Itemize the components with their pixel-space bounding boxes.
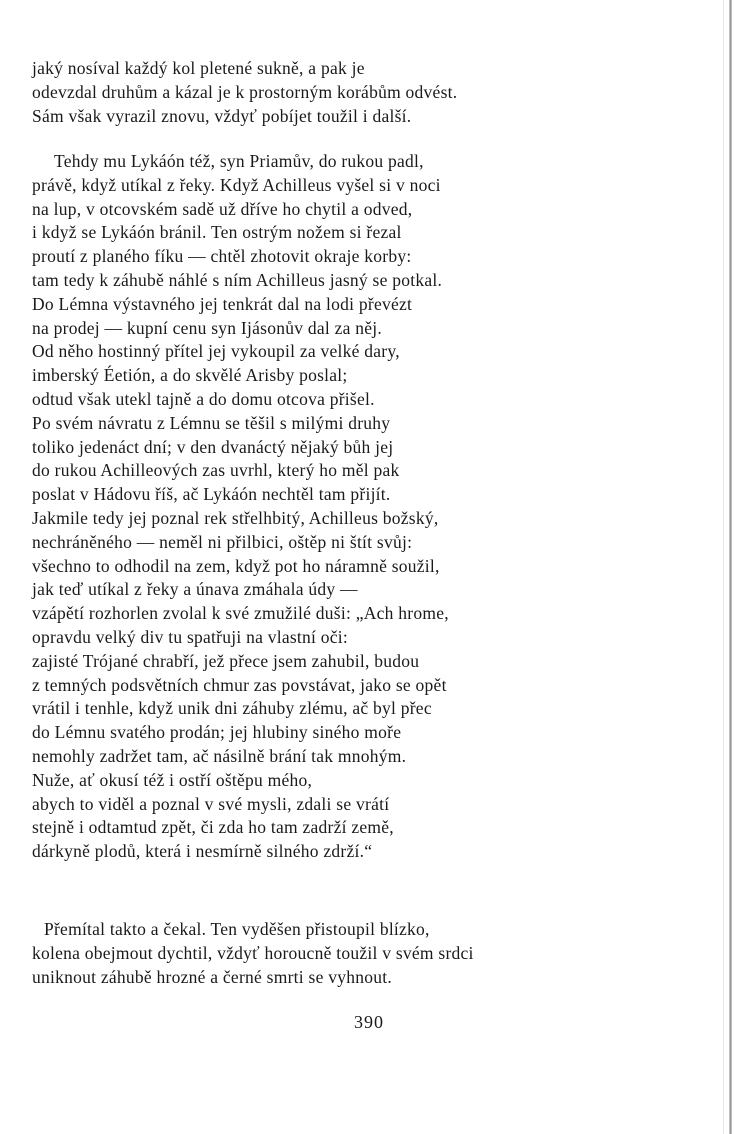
- text-line: do Lémnu svatého prodán; jej hlubiny siného moře: [32, 722, 402, 743]
- text-line: uniknout záhubě hrozné a černé smrti se vyhnout.: [32, 966, 392, 987]
- text-line: vzápětí rozhorlen zvolal k své zmužilé duši: „Ach hrome,: [32, 603, 449, 624]
- text-line: proutí z planého fíku — chtěl zhotovit okraje korby:: [32, 246, 412, 267]
- text-line: Po svém návratu z Lémnu se těšil s milými druhy: [32, 412, 391, 433]
- text-line: Do Lémna výstavného jej tenkrát dal na lodi převézt: [32, 293, 413, 314]
- text-line: odevzdal druhům a kázal je k prostorným korábům odvést.: [32, 81, 458, 102]
- text-line: všechno to odhodil na zem, když pot ho náramně soužil,: [32, 555, 440, 576]
- text-line: abych to viděl a poznal v své mysli, zdali se vrátí: [32, 793, 390, 814]
- text-line: nechráněného — neměl ni přilbici, oštěp ni štít svůj:: [32, 531, 413, 552]
- text-line: dárkyně plodů, která i nesmírně silného zdrží.“: [32, 841, 373, 862]
- text-line: právě, když utíkal z řeky. Když Achilleus vyšel si v noci: [32, 174, 441, 195]
- page-edge: [729, 0, 732, 1134]
- text-line: poslat v Hádovu říš, ač Lykáón nechtěl tam přijít.: [32, 484, 391, 505]
- text-line: opravdu velký div tu spatřuji na vlastní oči:: [32, 626, 348, 647]
- text-line: Sám však vyrazil znovu, vždyť pobíjet toužil i další.: [32, 105, 412, 126]
- text-line: do rukou Achilleových zas uvrhl, který ho měl pak: [32, 460, 400, 481]
- text-line: stejně i odtamtud zpět, či zda ho tam zadrží země,: [32, 817, 394, 838]
- text-line: i když se Lykáón bránil. Ten ostrým nožem si řezal: [32, 222, 402, 243]
- text-line: Jakmile tedy jej poznal rek střelhbitý, Achilleus božský,: [32, 507, 439, 528]
- text-line: Přemítal takto a čekal. Ten vyděšen přistoupil blízko,: [44, 919, 430, 939]
- paragraph-2: [32, 150, 692, 864]
- text-line: na prodej — kupní cenu syn Ijásonův dal za něj.: [32, 317, 382, 338]
- paragraph-1: [32, 57, 692, 128]
- text-line: nemohly zadržet tam, ač násilně brání tak mnohým.: [32, 745, 407, 766]
- paragraph-3: [32, 918, 692, 989]
- text-line: imberský Éetión, a do skvělé Arisby poslal;: [32, 365, 348, 386]
- text-line: toliko jedenáct dní; v den dvanáctý nějaký bůh jej: [32, 436, 394, 457]
- text-line: jaký nosíval každý kol pletené sukně, a pak je: [32, 58, 365, 78]
- text-line: Nuže, ať okusí též i ostří oštěpu mého,: [32, 769, 313, 790]
- text-line: Tehdy mu Lykáón též, syn Priamův, do rukou padl,: [54, 151, 424, 171]
- text-line: jak teď utíkal z řeky a únava zmáhala údy —: [32, 579, 358, 600]
- text-line: tam tedy k záhubě náhlé s ním Achilleus jasný se potkal.: [32, 269, 443, 290]
- text-line: zajisté Trójané chrabří, jež přece jsem zahubil, budou: [32, 650, 420, 671]
- text-line: vrátil i tenhle, když unik dni záhuby zlému, ač byl přec: [32, 698, 432, 719]
- text-line: na lup, v otcovském sadě už dříve ho chytil a odved,: [32, 198, 413, 219]
- page-number: 390: [354, 1012, 384, 1032]
- text-line: Od něho hostinný přítel jej vykoupil za velké dary,: [32, 341, 400, 362]
- page-edge-shadow: [723, 0, 724, 1134]
- text-line: odtud však utekl tajně a do domu otcova přišel.: [32, 388, 375, 409]
- text-line: kolena obejmout dychtil, vždyť horoucně toužil v svém srdci: [32, 942, 474, 963]
- text-line: z temných podsvětních chmur zas povstávat, jako se opět: [32, 674, 447, 695]
